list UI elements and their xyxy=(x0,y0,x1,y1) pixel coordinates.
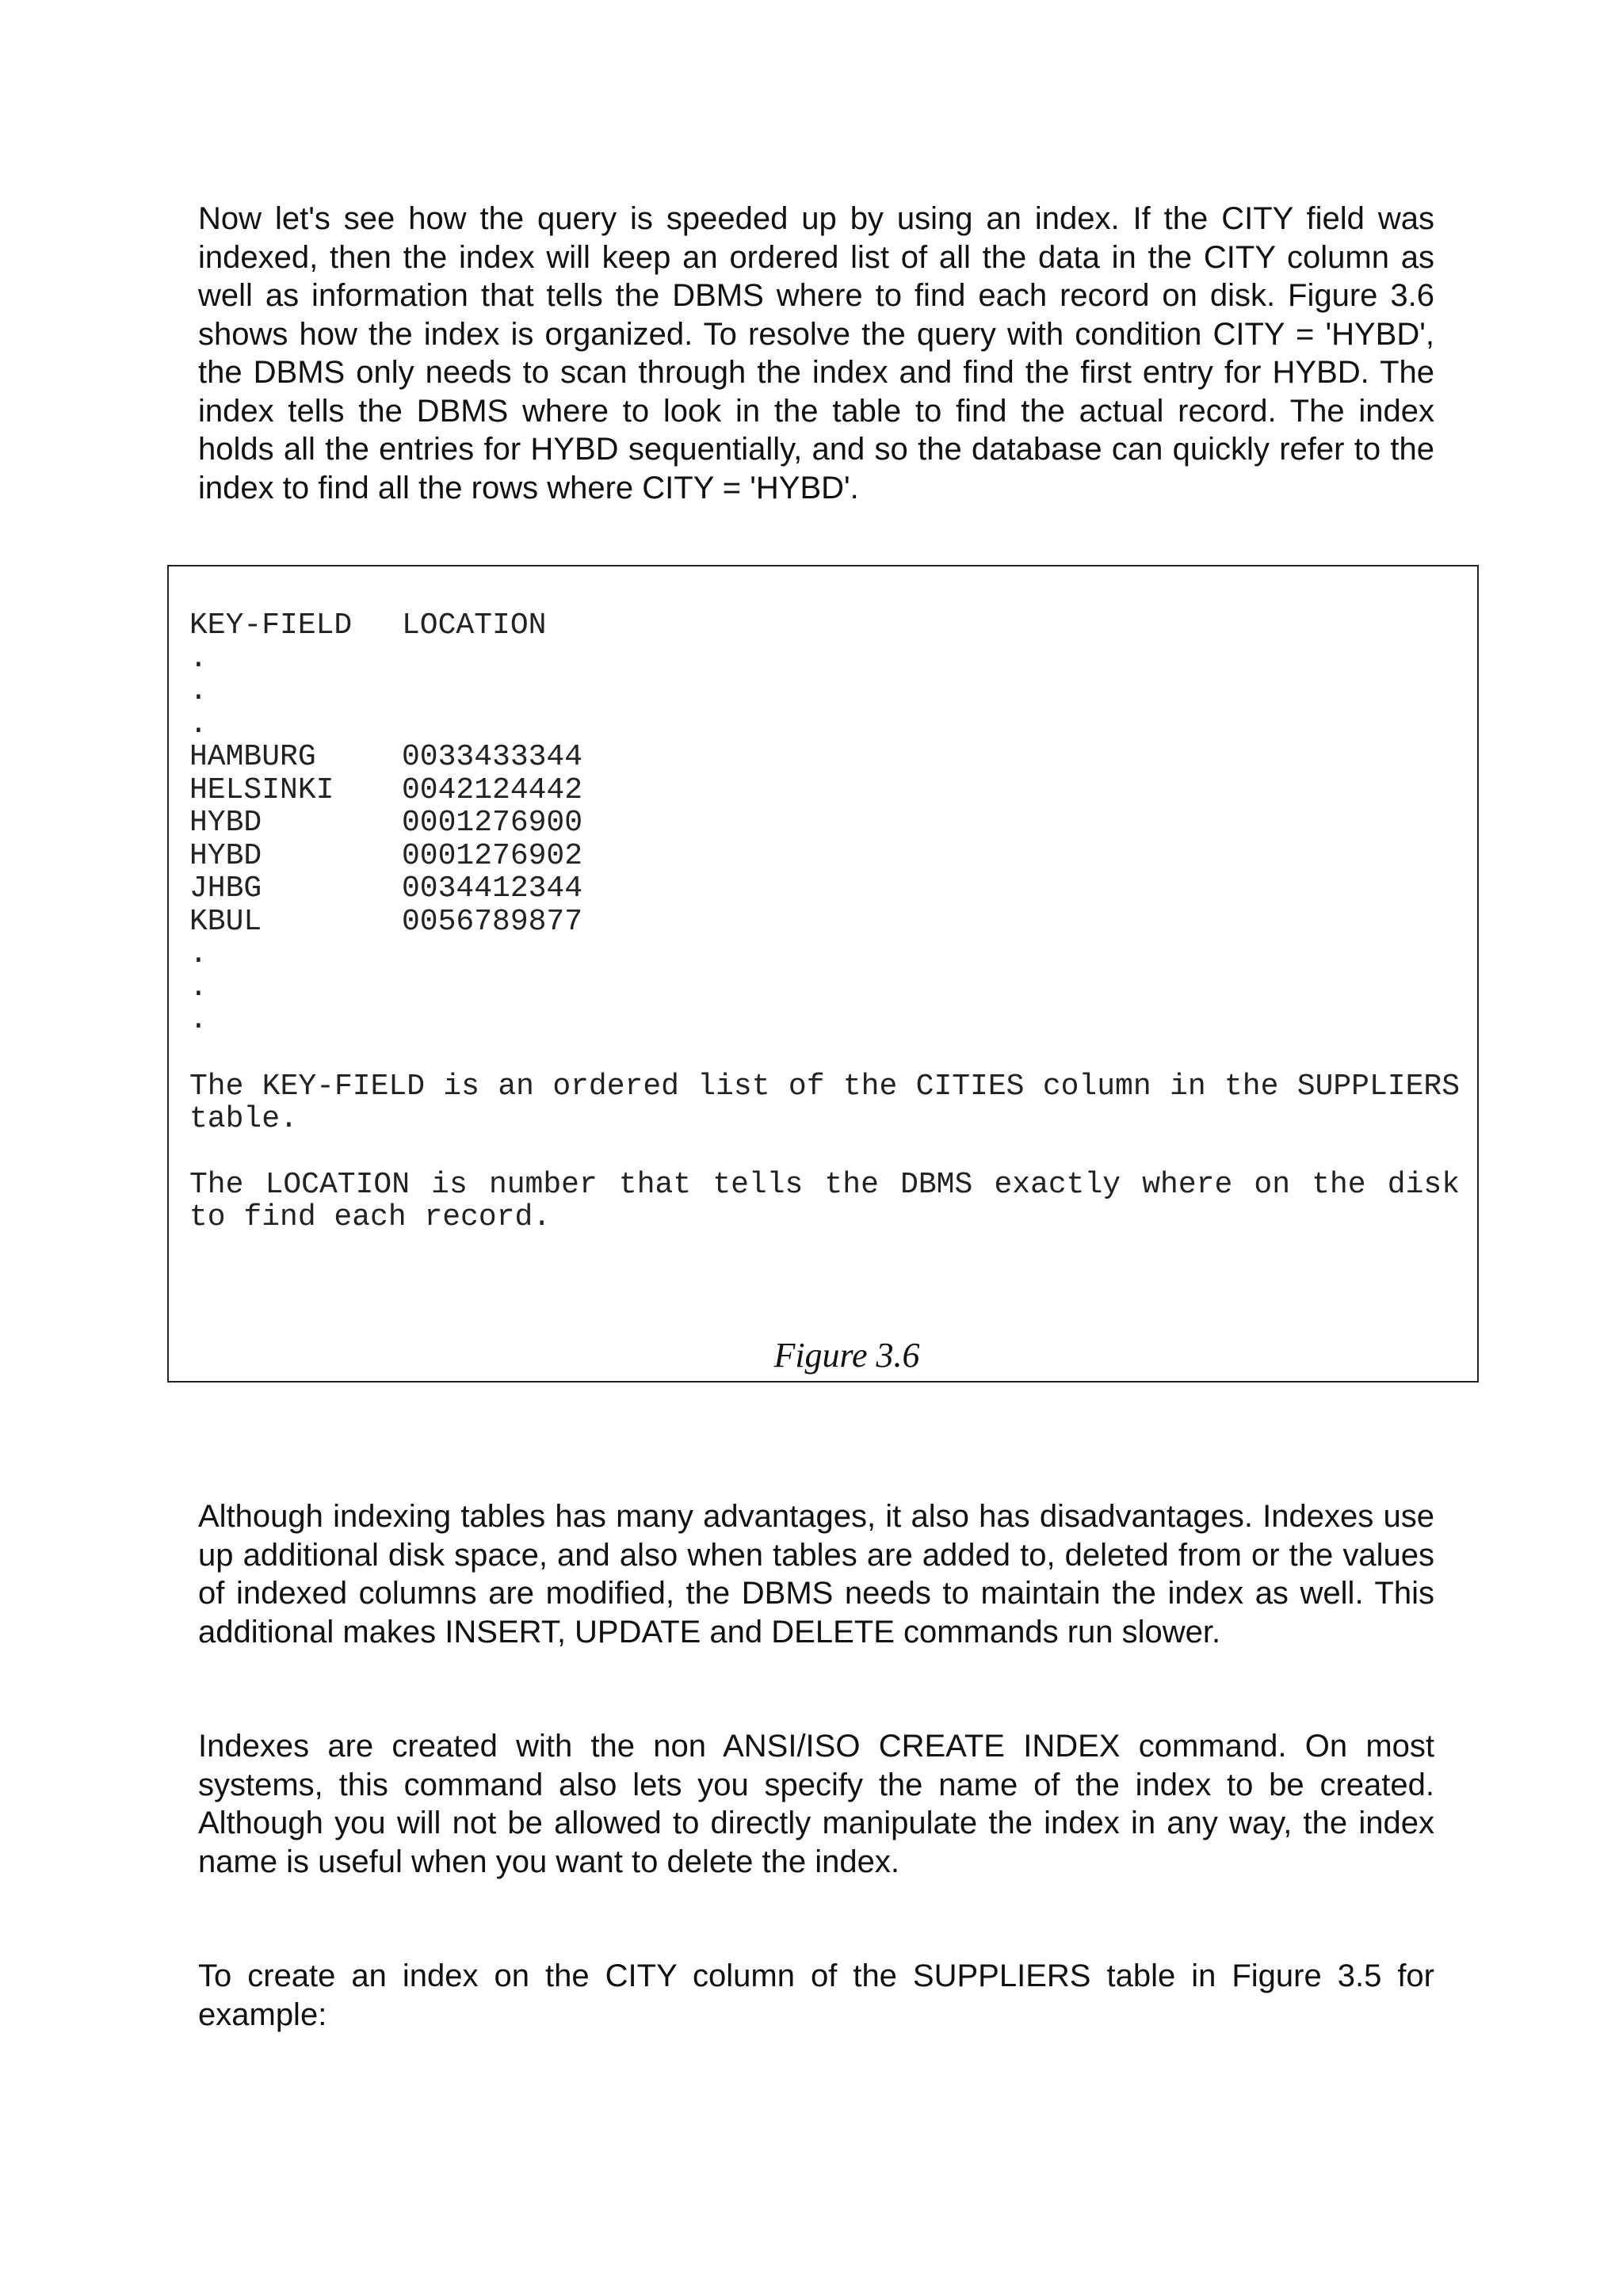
index-row xyxy=(189,906,1460,939)
figure-caption xyxy=(169,1335,1477,1375)
example-paragraph: To create an index on the CITY column of the SUPPLIERS table in Figure 3.5 for example: xyxy=(198,1958,1434,2032)
location-value: 0042124442 xyxy=(402,772,583,807)
location-value: 0056789877 xyxy=(402,904,583,939)
key-field-value: HYBD xyxy=(189,838,262,873)
disadvantages-paragraph: Although indexing tables has many advantages, it also has disadvantages. Indexes use up additional disk space, and also when tables are added to, deleted from or the values of indexed columns are modified, the DBMS needs to maintain the index as well. This additional makes INSERT, UPDATE and DELETE commands run slower. xyxy=(198,1499,1434,1650)
index-listing xyxy=(189,609,1460,1234)
index-header-row xyxy=(189,609,1460,643)
intro-paragraph: Now let's see how the query is speeded up by using an index. If the CITY field was indexed, then the index will keep an ordered list of all the data in the CITY column as well as information that tells the DBMS where to find each record on disk. Figure 3.6 shows how the index is organized. To resolve the query with condition CITY = 'HYBD', the DBMS only needs to scan through the index and find the first entry for HYBD. The index tells the DBMS where to look in the table to find the actual record. The index holds all the entries for HYBD sequentially, and so the database can quickly refer to the index to find all the rows where CITY = 'HYBD'. xyxy=(198,201,1434,505)
location-value: 0034412344 xyxy=(402,871,583,906)
ellipsis-dot: . xyxy=(189,937,208,971)
index-row xyxy=(189,741,1460,774)
index-row xyxy=(189,807,1460,840)
create-index-paragraph: Indexes are created with the non ANSI/ISO CREATE INDEX command. On most systems, this command also lets you specify the name of the index to be created. Although you will not be allowed to directly manipulate the index in any way, the index name is useful when you want to delete the index. xyxy=(198,1729,1434,1879)
index-row xyxy=(189,774,1460,807)
location-note: The LOCATION is number that tells the DBMS exactly where on the disk to find each record. xyxy=(189,1167,1460,1234)
ellipsis-dot: . xyxy=(189,641,208,676)
key-field-value: KBUL xyxy=(189,904,262,939)
ellipsis-dot: . xyxy=(189,970,208,1005)
index-row xyxy=(189,840,1460,873)
index-row xyxy=(189,872,1460,906)
ellipsis-dot: . xyxy=(189,1003,208,1037)
figure-caption-text: Figure 3.6 xyxy=(773,1336,920,1375)
figure-box xyxy=(167,565,1479,1383)
location-value: 0001276900 xyxy=(402,806,583,840)
location-header: LOCATION xyxy=(402,608,547,643)
ellipsis-dot: . xyxy=(189,674,208,708)
ellipsis-dot: . xyxy=(189,707,208,742)
key-field-note: The KEY-FIELD is an ordered list of the CITIES column in the SUPPLIERS table. xyxy=(189,1069,1460,1136)
key-field-value: HELSINKI xyxy=(189,772,334,807)
key-field-header: KEY-FIELD xyxy=(189,608,353,643)
key-field-value: HAMBURG xyxy=(189,740,316,774)
location-value: 0033433344 xyxy=(402,740,583,774)
key-field-value: HYBD xyxy=(189,806,262,840)
key-field-value: JHBG xyxy=(189,871,262,906)
location-value: 0001276902 xyxy=(402,838,583,873)
